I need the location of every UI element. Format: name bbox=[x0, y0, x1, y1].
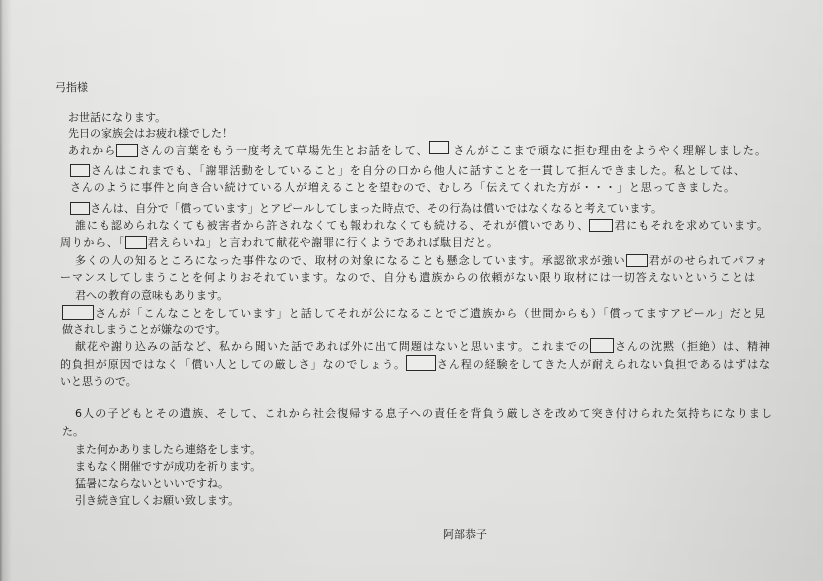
line-text: あれから bbox=[68, 144, 117, 157]
letter-line bbox=[60, 235, 498, 251]
letter-line bbox=[62, 305, 765, 321]
letter-line bbox=[60, 270, 755, 286]
redaction-box bbox=[590, 338, 614, 353]
letter-line bbox=[70, 201, 662, 217]
letter-line bbox=[75, 406, 772, 422]
line-text: 猛暑にならないといいですね。 bbox=[75, 477, 229, 490]
line-text: さんの沈黙（拒絶）は、精神 bbox=[614, 340, 771, 353]
redaction-box bbox=[70, 202, 90, 215]
line-text: 誰にも認められなくても被害者から許されなくても報われなくても続ける、それが償いであり、 bbox=[75, 219, 590, 232]
letter-line bbox=[75, 218, 768, 234]
letter-line bbox=[75, 476, 229, 492]
redaction-box bbox=[116, 144, 138, 157]
line-text: お世話になります。 bbox=[68, 111, 167, 124]
letter-line bbox=[70, 163, 745, 179]
line-text: 引き続き宜しくお願い致します。 bbox=[75, 494, 240, 507]
line-text: さんのように事件と向き合い続けている人が増えることを望むので、むしろ「伝えてくれた方が・・・」と思ってきました。 bbox=[70, 181, 735, 194]
line-text: ーマンスしてしまうことを何よりおそれています。なので、自分も遺族からの依頼がない限り取材には一切答えないということは bbox=[60, 271, 755, 284]
redaction-box bbox=[70, 164, 90, 177]
letter-line bbox=[70, 180, 735, 196]
line-text: さんがここまで頑なに拒む理由をようやく理解しました。 bbox=[448, 144, 767, 157]
redaction-box bbox=[62, 305, 94, 320]
line-text: 6人の子どもとその遺族、そして、これから社会復帰する息子への責任を背負う厳しさを改めて突き付けられた気持ちになりまし bbox=[75, 407, 772, 420]
redaction-box bbox=[626, 254, 648, 267]
line-text: 的負担が原因ではなく「償い人としての厳しさ」なのでしょう。 bbox=[60, 358, 406, 371]
letter-line bbox=[75, 493, 239, 509]
line-text: まもなく開催ですが成功を祈ります。 bbox=[75, 460, 262, 473]
line-text: さんはこれまでも、「謝罪活動をしていること」を自分の口から他人に話すことを一貫して拒んできました。私としては、 bbox=[90, 164, 745, 177]
redaction-box bbox=[406, 355, 436, 371]
redaction-box bbox=[589, 219, 613, 232]
line-text: 做されしまうことが嫌なのです。 bbox=[62, 323, 227, 336]
addressee: 弓指様 bbox=[55, 81, 88, 94]
letter-line bbox=[68, 141, 766, 157]
line-text: 君がのせられてパフォ bbox=[647, 254, 767, 267]
redaction-box bbox=[125, 236, 147, 249]
letter-line bbox=[62, 424, 84, 440]
letter-line bbox=[68, 126, 233, 142]
line-text: 献花や謝り込みの話など、私から聞いた話であれば外に出て問題はないと思います。これまでの bbox=[75, 340, 591, 353]
line-text: 君への教育の意味もあります。 bbox=[75, 289, 229, 302]
letter-line bbox=[75, 288, 228, 304]
letter-line bbox=[75, 338, 770, 354]
line-text: さんは、自分で「償っています」とアピールしてしまった時点で、その行為は償いではなくなると考えています。 bbox=[90, 202, 662, 215]
letter-line bbox=[62, 322, 226, 338]
letter-line bbox=[60, 355, 770, 371]
line-text: また何かありましたら連絡をします。 bbox=[75, 443, 262, 456]
line-text: 多くの人の知るところになった事件なので、取材の対象になることも懸念しています。承認欲求が強い bbox=[75, 254, 626, 267]
line-text: 君えらいね」と言われて献花や謝罪に行くようであれば駄目だと。 bbox=[146, 236, 498, 249]
signature: 阿部恭子 bbox=[443, 528, 487, 541]
letter-line bbox=[75, 253, 767, 269]
line-text: 周りから、「 bbox=[60, 236, 125, 249]
line-text: さん程の経験をしてきた人が耐えられない負担であるはずはな bbox=[435, 358, 771, 371]
line-text: 先日の家族会はお疲れ様でした！ bbox=[68, 127, 233, 140]
line-text: 君にもそれを求めています。 bbox=[613, 219, 769, 232]
letter-line bbox=[68, 110, 166, 126]
letter-line bbox=[75, 442, 261, 458]
line-text: さんが「こんなことをしています」と話してそれが公になることでご遺族から（世間からも）「償ってますアピール」だと見 bbox=[94, 307, 765, 320]
letter-line bbox=[60, 374, 137, 390]
line-text: いと思うので。 bbox=[60, 375, 137, 388]
line-text: さんの言葉をもう一度考えて草場先生とお話をして、 bbox=[138, 144, 429, 157]
letter-line bbox=[75, 459, 261, 475]
redaction-box bbox=[429, 141, 449, 154]
line-text: た。 bbox=[62, 425, 84, 438]
